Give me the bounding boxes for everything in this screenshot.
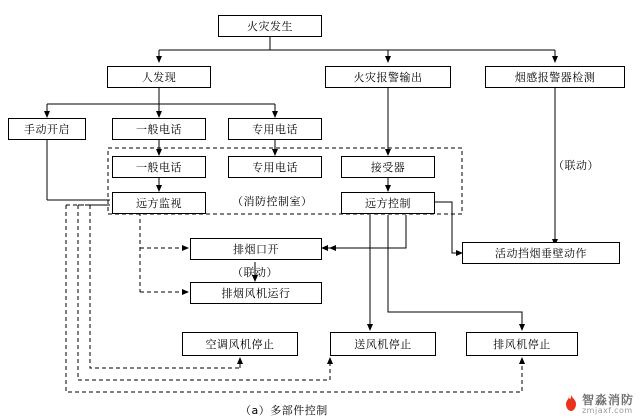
node-exhaust-fan-stop: 排风机停止 — [466, 332, 578, 356]
watermark-url: zmjaxf.com — [581, 405, 633, 415]
node-fire: 火灾发生 — [218, 15, 322, 37]
node-vent-fan-run: 排烟风机运行 — [190, 282, 322, 304]
label-linkage-middle: （联动） — [232, 266, 278, 279]
watermark — [582, 394, 634, 415]
node-remote-control: 远方控制 — [341, 192, 435, 214]
node-supply-fan-stop: 送风机停止 — [330, 332, 436, 356]
node-vent-open: 排烟口开 — [190, 238, 322, 260]
node-manual-open: 手动开启 — [8, 118, 86, 140]
node-receiver: 接受器 — [341, 156, 435, 178]
node-smoke-barrier: 活动挡烟垂壁动作 — [462, 242, 620, 264]
node-ac-fan-stop: 空调风机停止 — [182, 332, 298, 356]
node-remote-monitor: 远方监视 — [112, 192, 206, 214]
node-general-phone-room: 一般电话 — [112, 156, 206, 178]
watermark-title: 智淼消防 — [581, 393, 634, 408]
node-dedicated-phone: 专用电话 — [228, 118, 322, 140]
node-dedicated-phone-room: 专用电话 — [228, 156, 322, 178]
node-fire-alarm-output: 火灾报警输出 — [325, 66, 451, 88]
label-control-room: （消防控制室） — [232, 195, 313, 208]
node-general-phone: 一般电话 — [112, 118, 206, 140]
figure-caption: （a）多部件控制 — [240, 404, 328, 417]
node-person-discovers: 人发现 — [107, 66, 211, 88]
label-linkage-right: （联动） — [553, 159, 599, 172]
flame-icon — [564, 395, 578, 411]
node-smoke-detector: 烟感报警器检测 — [485, 66, 625, 88]
